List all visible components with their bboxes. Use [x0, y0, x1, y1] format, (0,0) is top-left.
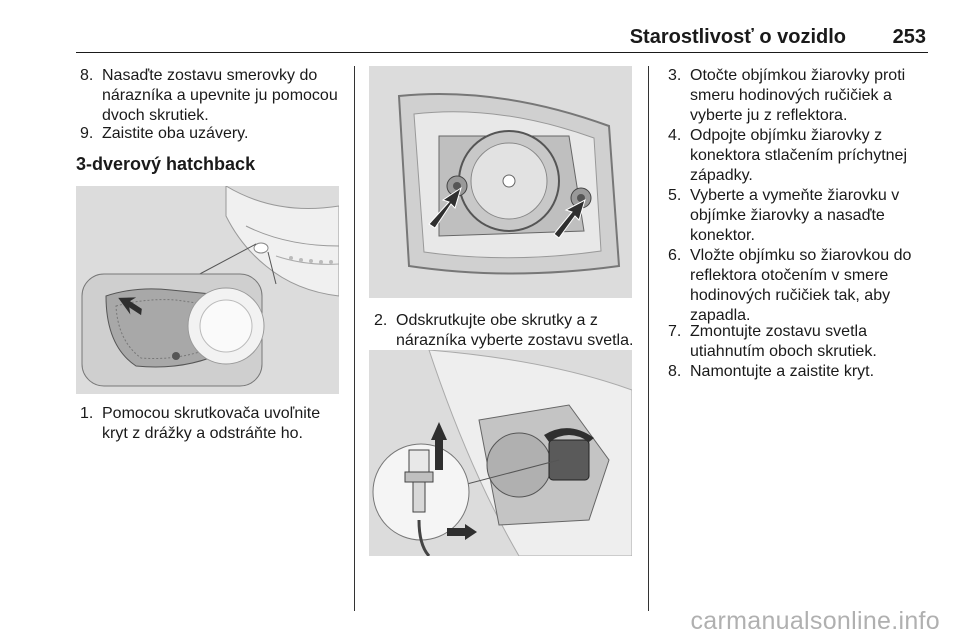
figure-bumper-cover [76, 186, 339, 394]
step-text: Zmontujte zostavu svetla utiahnutím oboch skrutiek. [690, 323, 877, 360]
step-number: 4. [668, 127, 682, 144]
step-number: 1. [80, 405, 94, 422]
step-3-col3 [668, 66, 930, 126]
step-text: Odskrutkujte obe skrutky a z nárazníka vyberte zostavu svetla. [396, 312, 634, 349]
step-9-col1 [80, 124, 350, 144]
column-divider-1 [354, 66, 355, 611]
step-text: Nasaďte zostavu smerovky do nárazníka a upevnite ju pomocou dvoch skrutiek. [102, 67, 338, 124]
step-text: Otočte objímkou žiarovky proti smeru hodinových ručičiek a vyberte ju z reflektora. [690, 67, 906, 124]
step-text: Pomocou skrutkovača uvoľnite kryt z drážky a odstráňte ho. [102, 405, 321, 442]
page-title: Starostlivosť o vozidlo [629, 26, 846, 48]
step-text: Zaistite oba uzávery. [102, 125, 249, 142]
bulb-holder-illustration [369, 350, 632, 556]
figure-fog-light-screws [369, 66, 632, 298]
step-text: Vložte objímku so žiarovkou do reflektora otočením v smere hodinových ručičiek tak, aby zapadla. [690, 247, 912, 324]
step-number: 3. [668, 67, 682, 84]
step-8-col3 [668, 362, 930, 382]
step-7-col3 [668, 322, 930, 362]
step-5-col3 [668, 186, 930, 246]
page-number: 253 [892, 26, 926, 48]
watermark: carmanualsonline.info [690, 607, 940, 635]
figure-bulb-holder [369, 350, 632, 556]
step-text: Namontujte a zaistite kryt. [690, 363, 875, 380]
step-text: Vyberte a vymeňte žiarovku v objímke žiarovky a nasaďte konektor. [690, 187, 900, 244]
page-header [76, 24, 928, 53]
section-title: 3-dverový hatchback [76, 154, 256, 174]
step-6-col3 [668, 246, 930, 326]
column-divider-2 [648, 66, 649, 611]
step-text: Odpojte objímku žiarovky z konektora stlačením príchytnej západky. [690, 127, 907, 184]
step-2-col2 [374, 311, 636, 351]
step-number: 6. [668, 247, 682, 264]
step-8-col1 [80, 66, 350, 126]
step-number: 9. [80, 125, 94, 142]
fog-light-illustration [369, 66, 632, 298]
step-number: 8. [668, 363, 682, 380]
step-number: 2. [374, 312, 388, 329]
step-number: 7. [668, 323, 682, 340]
step-1-col1 [80, 404, 350, 444]
step-4-col3 [668, 126, 930, 186]
step-number: 8. [80, 67, 94, 84]
bumper-illustration [76, 186, 339, 394]
step-number: 5. [668, 187, 682, 204]
